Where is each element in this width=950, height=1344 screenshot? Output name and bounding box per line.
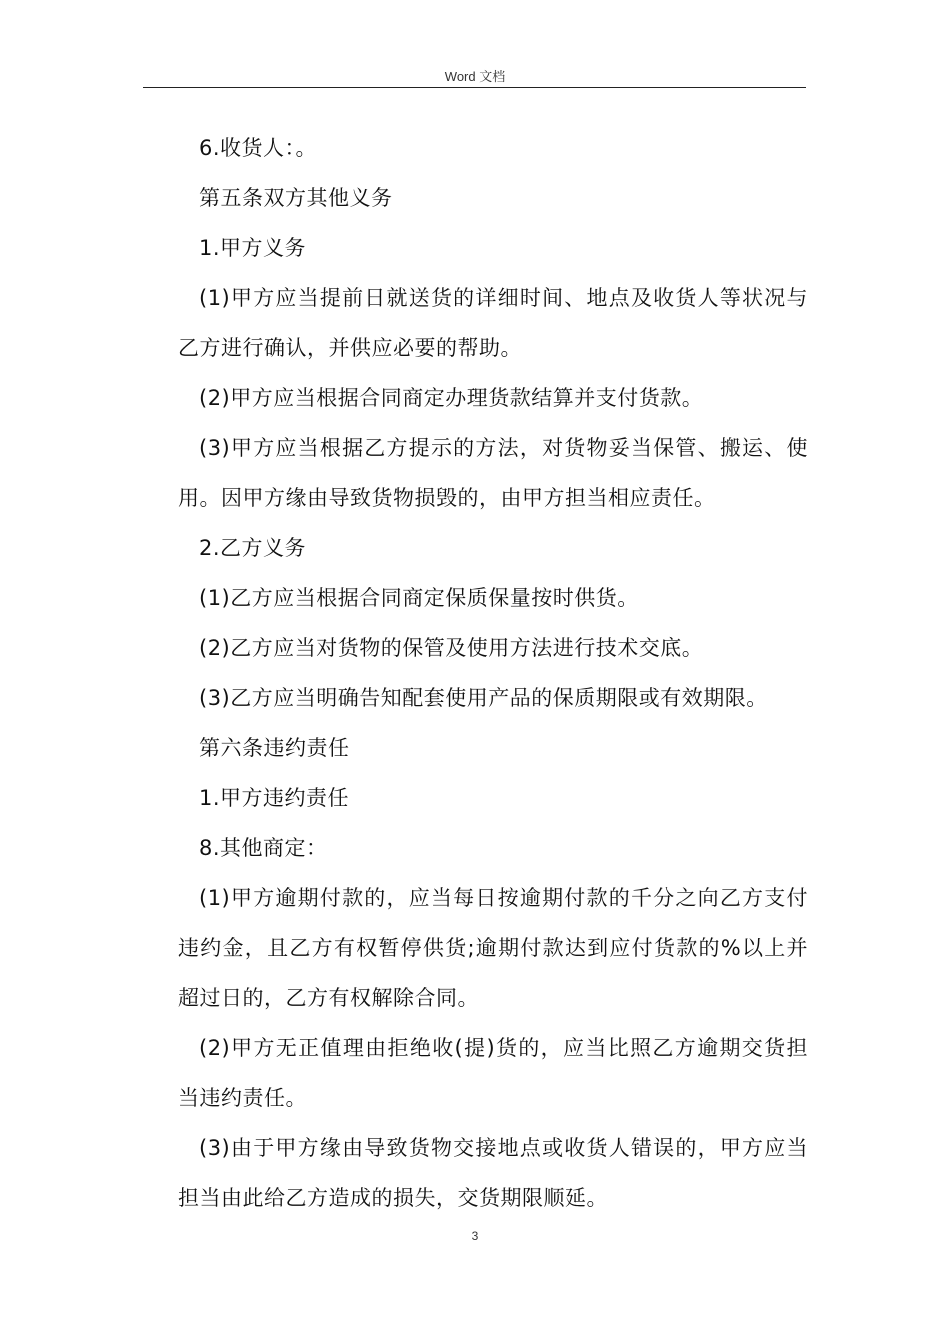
paragraph-line: 8.其他商定： (199, 836, 328, 860)
page-number: 3 (471, 1229, 479, 1243)
section-heading: 第五条双方其他义务 (199, 186, 393, 210)
paragraph-line: 违约金，且乙方有权暂停供货;逾期付款达到应付货款的%以上并 (178, 936, 808, 960)
paragraph-line: (3)甲方应当根据乙方提示的方法，对货物妥当保管、搬运、使 (199, 436, 808, 460)
header-title: Word 文档 (444, 69, 506, 84)
paragraph-line: (3)由于甲方缘由导致货物交接地点或收货人错误的，甲方应当 (199, 1136, 808, 1160)
paragraph-line: 超过日的，乙方有权解除合同。 (178, 986, 479, 1010)
paragraph-line: (2)乙方应当对货物的保管及使用方法进行技术交底。 (199, 636, 704, 660)
paragraph-line: 用。因甲方缘由导致货物损毁的，由甲方担当相应责任。 (178, 486, 716, 510)
paragraph-line: (1)甲方逾期付款的，应当每日按逾期付款的千分之向乙方支付 (199, 886, 808, 910)
paragraph-line: 当违约责任。 (178, 1086, 307, 1110)
paragraph-line: (2)甲方应当根据合同商定办理货款结算并支付货款。 (199, 386, 704, 410)
paragraph-line: (1)乙方应当根据合同商定保质保量按时供货。 (199, 586, 639, 610)
section-heading: 第六条违约责任 (199, 736, 350, 760)
paragraph-line: 乙方进行确认，并供应必要的帮助。 (178, 336, 522, 360)
paragraph-line: (2)甲方无正值理由拒绝收(提)货的，应当比照乙方逾期交货担 (199, 1036, 808, 1060)
header-divider (143, 87, 806, 88)
subsection-heading: 1.甲方义务 (199, 236, 307, 260)
body-line: 6.收货人：。 (199, 136, 318, 160)
subsection-heading: 1.甲方违约责任 (199, 786, 350, 810)
paragraph-line: 担当由此给乙方造成的损失，交货期限顺延。 (178, 1186, 608, 1210)
paragraph-line: (3)乙方应当明确告知配套使用产品的保质期限或有效期限。 (199, 686, 768, 710)
subsection-heading: 2.乙方义务 (199, 536, 307, 560)
paragraph-line: (1)甲方应当提前日就送货的详细时间、地点及收货人等状况与 (199, 286, 808, 310)
